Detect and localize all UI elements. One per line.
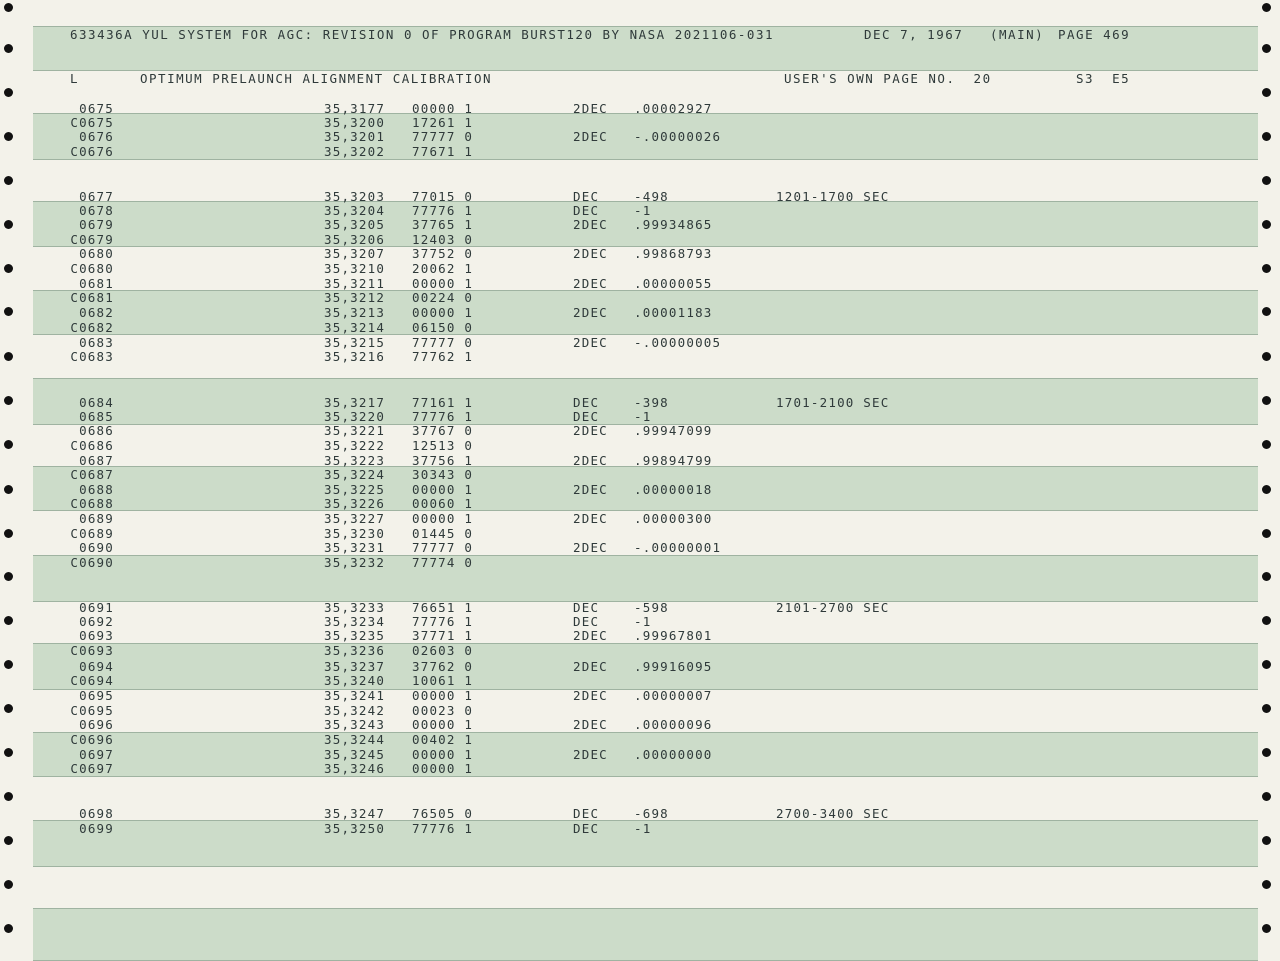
tractor-hole bbox=[4, 880, 13, 889]
row-address: 35,3243 bbox=[324, 717, 386, 732]
row-octal: 76505 0 bbox=[412, 806, 474, 821]
row-location: C0697 bbox=[70, 761, 114, 776]
row-location: 0699 bbox=[79, 821, 114, 836]
tractor-hole bbox=[4, 572, 13, 581]
row-octal: 00000 1 bbox=[412, 305, 474, 320]
row-opcode: 2DEC bbox=[573, 511, 608, 526]
row-address: 35,3200 bbox=[324, 115, 386, 130]
row-location: 0692 bbox=[79, 614, 114, 629]
row-location: 0686 bbox=[79, 423, 114, 438]
tractor-hole bbox=[1262, 704, 1271, 713]
tractor-hole bbox=[1262, 3, 1271, 12]
row-opcode: 2DEC bbox=[573, 276, 608, 291]
row-location: C0681 bbox=[70, 290, 114, 305]
row-address: 35,3210 bbox=[324, 261, 386, 276]
row-value: -398 bbox=[634, 395, 669, 410]
row-value: -1 bbox=[634, 821, 652, 836]
row-address: 35,3216 bbox=[324, 349, 386, 364]
row-location: 0688 bbox=[79, 482, 114, 497]
tractor-hole bbox=[1262, 396, 1271, 405]
row-opcode: 2DEC bbox=[573, 246, 608, 261]
row-value: .99934865 bbox=[634, 217, 713, 232]
row-address: 35,3202 bbox=[324, 144, 386, 159]
row-location: C0675 bbox=[70, 115, 114, 130]
tractor-hole bbox=[1262, 352, 1271, 361]
tractor-hole bbox=[1262, 176, 1271, 185]
row-opcode: 2DEC bbox=[573, 217, 608, 232]
row-address: 35,3250 bbox=[324, 821, 386, 836]
row-location: 0682 bbox=[79, 305, 114, 320]
tractor-hole bbox=[1262, 88, 1271, 97]
tractor-hole bbox=[4, 924, 13, 933]
row-opcode: DEC bbox=[573, 600, 600, 615]
row-octal: 77776 1 bbox=[412, 614, 474, 629]
row-address: 35,3226 bbox=[324, 496, 386, 511]
subheader-l: L bbox=[70, 71, 80, 86]
header-program-line: 633436A YUL SYSTEM FOR AGC: REVISION 0 OF PROGRAM BURST120 BY NASA 2021106-031 bbox=[70, 27, 774, 42]
row-note: 2101-2700 SEC bbox=[776, 600, 890, 615]
row-octal: 17261 1 bbox=[412, 115, 474, 130]
tractor-hole bbox=[1262, 132, 1271, 141]
row-location: 0691 bbox=[79, 600, 114, 615]
row-value: -.00000005 bbox=[634, 335, 722, 350]
row-value: .00000000 bbox=[634, 747, 713, 762]
tractor-hole bbox=[4, 176, 13, 185]
row-location: C0687 bbox=[70, 467, 114, 482]
row-octal: 77777 0 bbox=[412, 335, 474, 350]
green-bar-strip bbox=[33, 908, 1258, 961]
row-location: 0698 bbox=[79, 806, 114, 821]
row-address: 35,3234 bbox=[324, 614, 386, 629]
row-address: 35,3177 bbox=[324, 101, 386, 116]
row-location: 0684 bbox=[79, 395, 114, 410]
tractor-hole bbox=[4, 264, 13, 273]
row-note: 1201-1700 SEC bbox=[776, 189, 890, 204]
row-value: .99947099 bbox=[634, 423, 713, 438]
tractor-hole bbox=[4, 529, 13, 538]
tractor-hole bbox=[1262, 529, 1271, 538]
tractor-hole bbox=[4, 44, 13, 53]
row-location: C0676 bbox=[70, 144, 114, 159]
tractor-hole bbox=[4, 485, 13, 494]
row-opcode: DEC bbox=[573, 614, 600, 629]
row-octal: 77161 1 bbox=[412, 395, 474, 410]
row-octal: 00000 1 bbox=[412, 717, 474, 732]
row-opcode: 2DEC bbox=[573, 628, 608, 643]
row-location: 0690 bbox=[79, 540, 114, 555]
row-octal: 12513 0 bbox=[412, 438, 474, 453]
row-octal: 00000 1 bbox=[412, 511, 474, 526]
left-tractor-holes bbox=[4, 0, 22, 959]
subheader-title: OPTIMUM PRELAUNCH ALIGNMENT CALIBRATION bbox=[140, 71, 492, 86]
row-note: 2700-3400 SEC bbox=[776, 806, 890, 821]
row-octal: 01445 0 bbox=[412, 526, 474, 541]
row-octal: 00060 1 bbox=[412, 496, 474, 511]
row-address: 35,3203 bbox=[324, 189, 386, 204]
row-opcode: 2DEC bbox=[573, 305, 608, 320]
row-octal: 37771 1 bbox=[412, 628, 474, 643]
row-location: 0675 bbox=[79, 101, 114, 116]
row-value: -.00000026 bbox=[634, 129, 722, 144]
header-page-number: PAGE 469 bbox=[1058, 27, 1131, 42]
row-value: -598 bbox=[634, 600, 669, 615]
row-address: 35,3247 bbox=[324, 806, 386, 821]
row-octal: 77015 0 bbox=[412, 189, 474, 204]
row-value: -1 bbox=[634, 614, 652, 629]
row-octal: 77776 1 bbox=[412, 821, 474, 836]
row-address: 35,3214 bbox=[324, 320, 386, 335]
tractor-hole bbox=[4, 352, 13, 361]
row-opcode: 2DEC bbox=[573, 453, 608, 468]
row-address: 35,3231 bbox=[324, 540, 386, 555]
row-octal: 37752 0 bbox=[412, 246, 474, 261]
row-location: 0678 bbox=[79, 203, 114, 218]
row-value: -.00000001 bbox=[634, 540, 722, 555]
tractor-hole bbox=[4, 307, 13, 316]
row-address: 35,3227 bbox=[324, 511, 386, 526]
tractor-hole bbox=[4, 748, 13, 757]
row-octal: 00000 1 bbox=[412, 688, 474, 703]
row-address: 35,3236 bbox=[324, 643, 386, 658]
row-address: 35,3211 bbox=[324, 276, 386, 291]
row-location: C0696 bbox=[70, 732, 114, 747]
row-address: 35,3217 bbox=[324, 395, 386, 410]
tractor-hole bbox=[4, 132, 13, 141]
row-opcode: 2DEC bbox=[573, 129, 608, 144]
row-address: 35,3242 bbox=[324, 703, 386, 718]
row-value: -698 bbox=[634, 806, 669, 821]
row-note: 1701-2100 SEC bbox=[776, 395, 890, 410]
tractor-hole bbox=[1262, 924, 1271, 933]
row-address: 35,3207 bbox=[324, 246, 386, 261]
row-octal: 77762 1 bbox=[412, 349, 474, 364]
tractor-hole bbox=[1262, 748, 1271, 757]
header-main-label: (MAIN) bbox=[990, 27, 1045, 42]
row-octal: 37767 0 bbox=[412, 423, 474, 438]
green-bar-strip bbox=[33, 555, 1258, 602]
row-opcode: 2DEC bbox=[573, 423, 608, 438]
tractor-hole bbox=[1262, 264, 1271, 273]
row-value: .99868793 bbox=[634, 246, 713, 261]
row-address: 35,3240 bbox=[324, 673, 386, 688]
row-octal: 00000 1 bbox=[412, 276, 474, 291]
tractor-hole bbox=[4, 660, 13, 669]
row-location: 0687 bbox=[79, 453, 114, 468]
row-address: 35,3221 bbox=[324, 423, 386, 438]
tractor-hole bbox=[4, 440, 13, 449]
row-location: C0690 bbox=[70, 555, 114, 570]
row-location: C0686 bbox=[70, 438, 114, 453]
row-value: -1 bbox=[634, 203, 652, 218]
row-address: 35,3230 bbox=[324, 526, 386, 541]
row-address: 35,3244 bbox=[324, 732, 386, 747]
row-opcode: 2DEC bbox=[573, 688, 608, 703]
row-location: 0683 bbox=[79, 335, 114, 350]
row-location: 0697 bbox=[79, 747, 114, 762]
row-value: .00000300 bbox=[634, 511, 713, 526]
row-address: 35,3237 bbox=[324, 659, 386, 674]
row-address: 35,3204 bbox=[324, 203, 386, 218]
tractor-hole bbox=[4, 220, 13, 229]
tractor-hole bbox=[1262, 220, 1271, 229]
row-value: .00000055 bbox=[634, 276, 713, 291]
row-opcode: DEC bbox=[573, 806, 600, 821]
row-value: .00000007 bbox=[634, 688, 713, 703]
row-opcode: 2DEC bbox=[573, 747, 608, 762]
row-location: 0694 bbox=[79, 659, 114, 674]
tractor-hole bbox=[1262, 660, 1271, 669]
row-octal: 02603 0 bbox=[412, 643, 474, 658]
row-opcode: 2DEC bbox=[573, 540, 608, 555]
row-location: 0685 bbox=[79, 409, 114, 424]
row-location: C0693 bbox=[70, 643, 114, 658]
row-address: 35,3201 bbox=[324, 129, 386, 144]
row-address: 35,3245 bbox=[324, 747, 386, 762]
row-location: 0681 bbox=[79, 276, 114, 291]
row-octal: 10061 1 bbox=[412, 673, 474, 688]
row-octal: 00000 1 bbox=[412, 747, 474, 762]
row-location: C0683 bbox=[70, 349, 114, 364]
row-octal: 37762 0 bbox=[412, 659, 474, 674]
row-address: 35,3223 bbox=[324, 453, 386, 468]
row-location: C0688 bbox=[70, 496, 114, 511]
row-opcode: 2DEC bbox=[573, 659, 608, 674]
row-octal: 06150 0 bbox=[412, 320, 474, 335]
row-location: 0693 bbox=[79, 628, 114, 643]
row-opcode: 2DEC bbox=[573, 335, 608, 350]
row-location: 0677 bbox=[79, 189, 114, 204]
row-value: .99894799 bbox=[634, 453, 713, 468]
row-opcode: 2DEC bbox=[573, 101, 608, 116]
row-value: .00002927 bbox=[634, 101, 713, 116]
tractor-hole bbox=[4, 792, 13, 801]
row-octal: 37756 1 bbox=[412, 453, 474, 468]
row-opcode: 2DEC bbox=[573, 482, 608, 497]
row-octal: 00000 1 bbox=[412, 761, 474, 776]
tractor-hole bbox=[4, 616, 13, 625]
row-location: 0680 bbox=[79, 246, 114, 261]
row-octal: 77777 0 bbox=[412, 540, 474, 555]
row-address: 35,3206 bbox=[324, 232, 386, 247]
row-address: 35,3232 bbox=[324, 555, 386, 570]
row-value: .00000096 bbox=[634, 717, 713, 732]
row-location: 0676 bbox=[79, 129, 114, 144]
tractor-hole bbox=[1262, 792, 1271, 801]
tractor-hole bbox=[1262, 572, 1271, 581]
tractor-hole bbox=[1262, 44, 1271, 53]
row-value: .00001183 bbox=[634, 305, 713, 320]
row-location: C0679 bbox=[70, 232, 114, 247]
row-address: 35,3233 bbox=[324, 600, 386, 615]
row-octal: 00023 0 bbox=[412, 703, 474, 718]
row-location: 0679 bbox=[79, 217, 114, 232]
row-octal: 77774 0 bbox=[412, 555, 474, 570]
row-octal: 00000 1 bbox=[412, 101, 474, 116]
row-location: C0689 bbox=[70, 526, 114, 541]
row-octal: 00000 1 bbox=[412, 482, 474, 497]
tractor-hole bbox=[4, 88, 13, 97]
row-octal: 20062 1 bbox=[412, 261, 474, 276]
row-address: 35,3224 bbox=[324, 467, 386, 482]
row-address: 35,3246 bbox=[324, 761, 386, 776]
row-opcode: DEC bbox=[573, 189, 600, 204]
tractor-hole bbox=[1262, 836, 1271, 845]
row-opcode: DEC bbox=[573, 395, 600, 410]
tractor-hole bbox=[4, 704, 13, 713]
row-opcode: DEC bbox=[573, 821, 600, 836]
row-value: .99916095 bbox=[634, 659, 713, 674]
subheader-code: S3 E5 bbox=[1076, 71, 1131, 86]
tractor-hole bbox=[1262, 485, 1271, 494]
header-date: DEC 7, 1967 bbox=[864, 27, 964, 42]
row-opcode: DEC bbox=[573, 409, 600, 424]
row-value: .99967801 bbox=[634, 628, 713, 643]
row-address: 35,3212 bbox=[324, 290, 386, 305]
row-address: 35,3213 bbox=[324, 305, 386, 320]
row-octal: 00402 1 bbox=[412, 732, 474, 747]
row-octal: 76651 1 bbox=[412, 600, 474, 615]
row-octal: 77776 1 bbox=[412, 203, 474, 218]
row-location: 0695 bbox=[79, 688, 114, 703]
subheader-users-page: USER'S OWN PAGE NO. 20 bbox=[784, 71, 992, 86]
row-value: .00000018 bbox=[634, 482, 713, 497]
row-location: C0694 bbox=[70, 673, 114, 688]
row-address: 35,3241 bbox=[324, 688, 386, 703]
row-location: C0682 bbox=[70, 320, 114, 335]
tractor-hole bbox=[4, 836, 13, 845]
tractor-hole bbox=[1262, 307, 1271, 316]
row-octal: 77777 0 bbox=[412, 129, 474, 144]
row-location: C0680 bbox=[70, 261, 114, 276]
row-location: 0689 bbox=[79, 511, 114, 526]
row-opcode: DEC bbox=[573, 203, 600, 218]
row-opcode: 2DEC bbox=[573, 717, 608, 732]
row-location: C0695 bbox=[70, 703, 114, 718]
row-address: 35,3222 bbox=[324, 438, 386, 453]
row-location: 0696 bbox=[79, 717, 114, 732]
tractor-hole bbox=[1262, 440, 1271, 449]
tractor-hole bbox=[4, 3, 13, 12]
row-address: 35,3235 bbox=[324, 628, 386, 643]
tractor-hole bbox=[1262, 616, 1271, 625]
row-value: -498 bbox=[634, 189, 669, 204]
row-octal: 77776 1 bbox=[412, 409, 474, 424]
row-octal: 37765 1 bbox=[412, 217, 474, 232]
row-value: -1 bbox=[634, 409, 652, 424]
right-tractor-holes bbox=[1262, 0, 1280, 959]
row-octal: 77671 1 bbox=[412, 144, 474, 159]
row-address: 35,3205 bbox=[324, 217, 386, 232]
row-address: 35,3225 bbox=[324, 482, 386, 497]
row-octal: 00224 0 bbox=[412, 290, 474, 305]
row-address: 35,3215 bbox=[324, 335, 386, 350]
tractor-hole bbox=[1262, 880, 1271, 889]
row-address: 35,3220 bbox=[324, 409, 386, 424]
tractor-hole bbox=[4, 396, 13, 405]
row-octal: 30343 0 bbox=[412, 467, 474, 482]
row-octal: 12403 0 bbox=[412, 232, 474, 247]
